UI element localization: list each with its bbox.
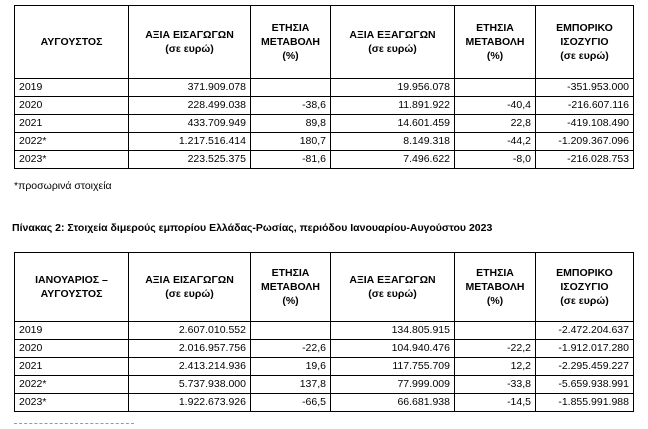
column-header-line: ΜΕΤΑΒΟΛΗ xyxy=(260,36,321,48)
value-cell: 117.755.709 xyxy=(331,358,455,376)
value-cell: -40,4 xyxy=(455,97,536,115)
value-cell: 2.016.957.756 xyxy=(129,340,251,358)
column-header-line: ΑΥΓΟΥΣΤΟΣ xyxy=(40,36,103,48)
year-cell: 2021 xyxy=(15,358,129,376)
value-cell: -419.108.490 xyxy=(536,115,634,133)
value-cell: -66,5 xyxy=(251,394,331,412)
table-caption: Πίνακας 2: Στοιχεία διμερούς εμπορίου Ελλάδας-Ρωσίας, περιόδου Ιανουαρίου-Αυγούστου 2023 xyxy=(12,222,493,234)
column-header-line: ΑΞΙΑ ΕΞΑΓΩΓΩΝ xyxy=(349,29,436,41)
column-header-line: ΜΕΤΑΒΟΛΗ xyxy=(465,36,525,48)
column-header-line: (σε ευρώ) xyxy=(165,43,214,55)
value-cell: 228.499.038 xyxy=(129,97,251,115)
value-cell: 223.525.375 xyxy=(129,151,251,169)
value-cell: -1.209.367.096 xyxy=(536,133,634,151)
table-row xyxy=(15,151,634,169)
column-header-line: ΙΣΟΖΥΓΙΟ xyxy=(560,281,609,293)
value-cell: -33,8 xyxy=(455,376,536,394)
value-cell xyxy=(455,322,536,340)
column-header-line: ΑΞΙΑ ΕΙΣΑΓΩΓΩΝ xyxy=(145,274,234,286)
value-cell: -2.295.459.227 xyxy=(536,358,634,376)
value-cell: -14,5 xyxy=(455,394,536,412)
value-cell: -1.855.991.988 xyxy=(536,394,634,412)
column-header xyxy=(15,6,129,79)
value-cell: 433.709.949 xyxy=(129,115,251,133)
column-header xyxy=(129,6,251,79)
table-row xyxy=(15,376,634,394)
value-cell: -44,2 xyxy=(455,133,536,151)
column-header-line: ΕΤΗΣΙΑ xyxy=(271,267,310,279)
year-cell: 2020 xyxy=(15,340,129,358)
august-trade-table xyxy=(14,5,634,169)
year-cell: 2023* xyxy=(15,394,129,412)
value-cell: 2.413.214.936 xyxy=(129,358,251,376)
value-cell: -22,2 xyxy=(455,340,536,358)
table-row xyxy=(15,322,634,340)
year-cell: 2020 xyxy=(15,97,129,115)
column-header xyxy=(15,253,129,322)
column-header xyxy=(331,6,455,79)
value-cell: 12,2 xyxy=(455,358,536,376)
year-cell: 2019 xyxy=(15,322,129,340)
column-header-line: ΕΤΗΣΙΑ xyxy=(476,22,514,34)
year-cell: 2021 xyxy=(15,115,129,133)
column-header xyxy=(536,6,634,79)
table-row xyxy=(15,394,634,412)
value-cell: -1.912.017.280 xyxy=(536,340,634,358)
column-header-line: (σε ευρώ) xyxy=(560,50,609,62)
column-header xyxy=(455,6,536,79)
column-header-line: ΕΜΠΟΡΙΚΟ xyxy=(556,267,613,279)
column-header-line: (%) xyxy=(486,50,504,62)
column-header xyxy=(455,253,536,322)
column-header-line: ΕΤΗΣΙΑ xyxy=(271,22,310,34)
value-cell: -8,0 xyxy=(455,151,536,169)
value-cell: -216.607.116 xyxy=(536,97,634,115)
column-header-line: (%) xyxy=(486,295,504,307)
value-cell: 22,8 xyxy=(455,115,536,133)
provisional-data-note: *προσωρινά στοιχεία xyxy=(14,180,112,192)
header-row xyxy=(15,6,634,79)
value-cell: 89,8 xyxy=(251,115,331,133)
value-cell: -2.472.204.637 xyxy=(536,322,634,340)
value-cell: 66.681.938 xyxy=(331,394,455,412)
column-header xyxy=(536,253,634,322)
column-header-line: ΑΞΙΑ ΕΙΣΑΓΩΓΩΝ xyxy=(145,29,234,41)
value-cell: 19.956.078 xyxy=(331,79,455,97)
value-cell: -216.028.753 xyxy=(536,151,634,169)
value-cell: 7.496.622 xyxy=(331,151,455,169)
table-row xyxy=(15,97,634,115)
value-cell: 137,8 xyxy=(251,376,331,394)
column-header-line: (%) xyxy=(282,295,299,307)
value-cell: -22,6 xyxy=(251,340,331,358)
value-cell: 134.805.915 xyxy=(331,322,455,340)
value-cell: 19,6 xyxy=(251,358,331,376)
value-cell: 2.607.010.552 xyxy=(129,322,251,340)
column-header-line: (σε ευρώ) xyxy=(165,288,214,300)
table-row xyxy=(15,79,634,97)
column-header xyxy=(251,253,331,322)
value-cell: 5.737.938.000 xyxy=(129,376,251,394)
value-cell: 1.922.673.926 xyxy=(129,394,251,412)
value-cell: 14.601.459 xyxy=(331,115,455,133)
footnote-divider xyxy=(14,423,134,426)
value-cell: 11.891.922 xyxy=(331,97,455,115)
table-row xyxy=(15,358,634,376)
value-cell: 180,7 xyxy=(251,133,331,151)
column-header-line: ΜΕΤΑΒΟΛΗ xyxy=(465,281,525,293)
value-cell: 104.940.476 xyxy=(331,340,455,358)
value-cell: -38,6 xyxy=(251,97,331,115)
header-row xyxy=(15,253,634,322)
column-header-line: ΙΣΟΖΥΓΙΟ xyxy=(560,36,609,48)
year-cell: 2022* xyxy=(15,133,129,151)
value-cell: 8.149.318 xyxy=(331,133,455,151)
column-header-line: ΑΞΙΑ ΕΞΑΓΩΓΩΝ xyxy=(349,274,436,286)
table-row xyxy=(15,340,634,358)
value-cell: 77.999.009 xyxy=(331,376,455,394)
column-header-line: (%) xyxy=(282,50,299,62)
column-header-line: (σε ευρώ) xyxy=(368,43,417,55)
column-header xyxy=(129,253,251,322)
value-cell: -5.659.938.991 xyxy=(536,376,634,394)
year-cell: 2022* xyxy=(15,376,129,394)
column-header-line: (σε ευρώ) xyxy=(560,295,609,307)
jan-aug-trade-table xyxy=(14,252,634,412)
table-row xyxy=(15,133,634,151)
year-cell: 2023* xyxy=(15,151,129,169)
column-header-line: ΕΤΗΣΙΑ xyxy=(476,267,514,279)
value-cell xyxy=(251,322,331,340)
column-header-line: ΕΜΠΟΡΙΚΟ xyxy=(556,22,613,34)
column-header-line: ΜΕΤΑΒΟΛΗ xyxy=(260,281,321,293)
column-header xyxy=(331,253,455,322)
column-header-line: ΙΑΝΟΥΑΡΙΟΣ – xyxy=(35,274,108,286)
value-cell xyxy=(455,79,536,97)
column-header-line: ΑΥΓΟΥΣΤΟΣ xyxy=(40,288,103,300)
value-cell: -81,6 xyxy=(251,151,331,169)
column-header-line: (σε ευρώ) xyxy=(368,288,417,300)
value-cell: -351.953.000 xyxy=(536,79,634,97)
value-cell: 1.217.516.414 xyxy=(129,133,251,151)
value-cell: 371.909.078 xyxy=(129,79,251,97)
year-cell: 2019 xyxy=(15,79,129,97)
value-cell xyxy=(251,79,331,97)
table-row xyxy=(15,115,634,133)
column-header xyxy=(251,6,331,79)
